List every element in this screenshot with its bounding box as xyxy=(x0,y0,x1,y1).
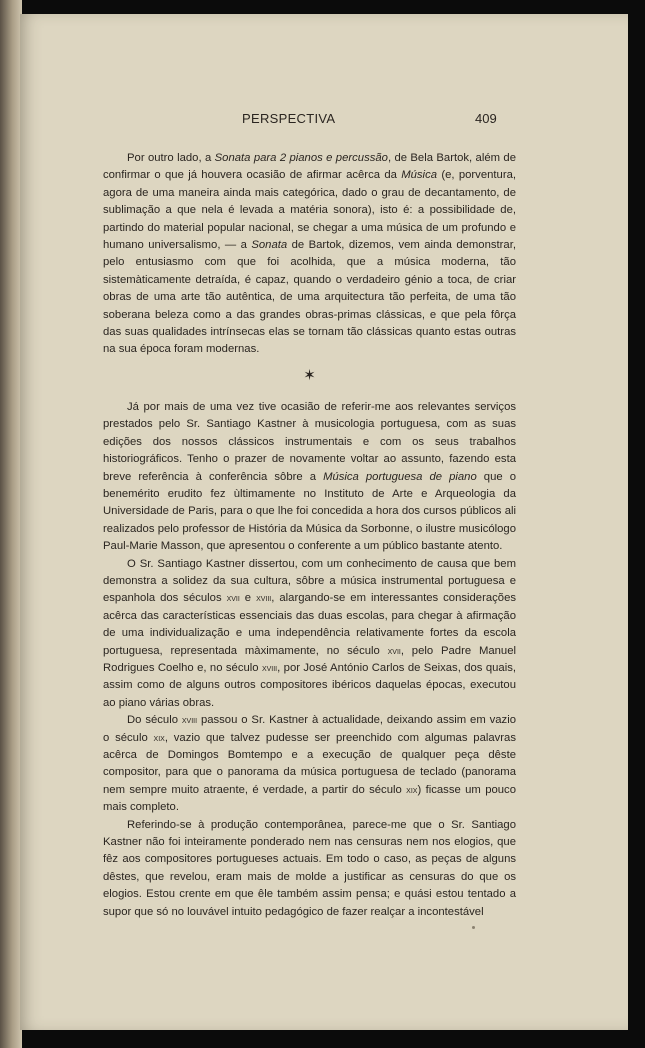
text-run: , pelo Padre Manuel Rodrigues Coelho e, no século xyxy=(103,644,516,674)
century-numeral: xvii xyxy=(387,644,401,657)
italic-title: Sonata xyxy=(251,239,288,252)
italic-title: Sonata para 2 pianos e percussão xyxy=(214,152,388,164)
text-run: (e, porventura, agora de uma maneira ainda mais categórica, dado o grau de decantamento, de sublimação a que nela é levada a matéria sonora), isto é: a possibilidade de, partindo do material popular nacional, se chegar a uma música de um profundo e humano universalismo, — a xyxy=(103,169,516,252)
paragraph-kastner-lecture xyxy=(103,556,516,713)
text-run: de Bartok, dizemos, vem ainda demonstrar, pelo entusiasmo com que foi acolhida, que a música moderna, tão sistemàticamente detraída, é capaz, quando o verdadeiro génio a toca, de criar obras de uma arte tão autêntica, de uma arquitectura tão perfeita, de uma tão soberana beleza como a das grandes obras-primas clássicas, e que pela fôrça das suas qualidades intrínsecas elas se tornam tão clássicas quanto estas outras na sua época foram modernas. xyxy=(103,239,516,356)
page-number: 409 xyxy=(475,111,497,126)
text-run: Já por mais de uma vez tive ocasião de referir-me aos relevantes serviços prestados pelo Sr. Santiago Kastner à musicologia portuguesa, com as suas edições dos nossos clássicos instrumentais e com os seus trabalhos historiográficos. Tenho o prazer de novamente voltar ao assunto, fazendo esta breve referência à conferência sôbre a xyxy=(103,400,516,483)
paragraph-bomtempo xyxy=(103,712,516,816)
body-text xyxy=(103,150,516,921)
text-run: , por José António Carlos de Seixas, dos quais, assim como de alguns outros compositores ibéricos daquelas épocas, executou ao piano várias obras. xyxy=(103,661,516,709)
century-numeral: xviii xyxy=(181,714,198,727)
book-spine-shadow xyxy=(0,0,22,1048)
paragraph-contemporary: Referindo-se à produção contemporânea, parece-me que o Sr. Santiago Kastner não foi inteiramente ponderado nem nas censuras nem nos elogios, que fêz aos compositores portugueses actuais. Em todo o caso, as peças de alguns dêstes, que revelou, eram mais de molde a justificar as censuras do que os elogios. Estou crente em que êle também assim pensa; e quási estou tentado a supor que só no louvável intuito pedagógico de fazer realçar a incontestável xyxy=(103,818,516,918)
century-numeral: xviii xyxy=(261,661,278,674)
text-run: ) ficasse um pouco mais completo. xyxy=(103,783,516,814)
running-head xyxy=(20,111,628,131)
section-separator-star: ✶ xyxy=(303,366,316,384)
text-run: , de Bela Bartok, além de confirmar o que já houvera ocasião de afirmar acêrca da xyxy=(103,152,516,182)
text-run: Do século xyxy=(127,714,182,727)
italic-title: Música xyxy=(401,169,438,182)
century-numeral: xvii xyxy=(226,592,240,605)
italic-title: Música portuguesa de piano xyxy=(323,470,477,483)
century-numeral: xix xyxy=(406,783,418,796)
paragraph-sonata-bartok xyxy=(103,150,516,359)
running-title: PERSPECTIVA xyxy=(242,111,336,126)
text-run: passou o Sr. Kastner à actualidade, deixando assim em vazio o século xyxy=(103,714,516,744)
text-run: que o benemérito erudito fez ùltimamente no Instituto de Arte e Arqueologia da Universidade de Paris, para o que lhe foi concedida a hora dos cursos públicos ali realizados pelo professor de História da Música da Sorbonne, o ilustre musicólogo Paul-Marie Masson, que apresentou o conferente a um público bastante atento. xyxy=(103,470,516,553)
text-run: , vazio que talvez pudesse ser preenchido com algumas palavras acêrca de Domingos Bomtempo e a execução de qualquer peça dêste compositor, para que o panorama da música portuguesa de teclado (panorama nem sempre muito atraente, é verdade, a partir do século xyxy=(103,731,516,796)
century-numeral: xviii xyxy=(256,592,272,605)
book-page xyxy=(20,14,628,1030)
paper-speck xyxy=(472,926,475,929)
text-run: , alargando-se em interessantes considerações acêrca das características essenciais das duas escolas, para chegar à afirmação de uma individualização e uma independência relativamente fortes da escola portuguesa, representada màximamente, no século xyxy=(103,592,516,657)
paragraph-kastner-intro xyxy=(103,399,516,556)
text-run: Por outro lado, a xyxy=(127,152,215,164)
text-run: O Sr. Santiago Kastner dissertou, com um conhecimento de causa que bem demonstra a solidez da sua cultura, sôbre a música instrumental portuguesa e espanhola dos séculos xyxy=(103,557,516,605)
text-run: e xyxy=(239,592,257,605)
century-numeral: xix xyxy=(153,731,165,744)
